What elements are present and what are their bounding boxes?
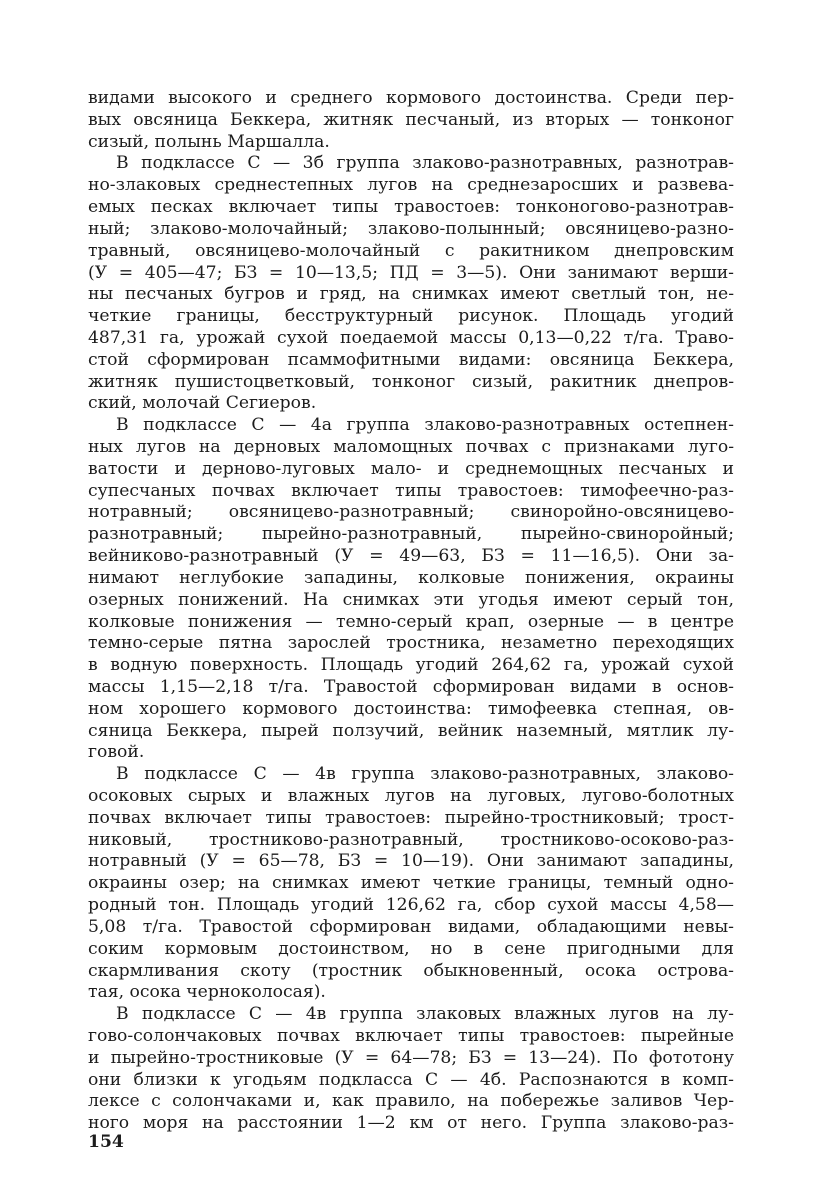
body-text (88, 88, 734, 1135)
text-line: в водную поверхность. Площадь угодий 264,62 га, урожай сухой (88, 655, 734, 676)
text-line: соким кормовым достоинством, но в сене пригодными для (88, 938, 734, 959)
text-line: житняк пушистоцветковый, тонконог сизый, ракитник днепров- (88, 371, 734, 392)
text-line: ных лугов на дерновых маломощных почвах с признаками луго- (88, 437, 734, 457)
text-line: супесчаных почвах включает типы травостоев: тимофеечно-раз- (88, 480, 734, 501)
text-line: (У = 405—47; БЗ = 10—13,5; ПД = 3—5). Они занимают верши- (88, 262, 734, 283)
paragraph (88, 153, 734, 415)
text-line: ватости и дерново-луговых мало- и среднемощных песчаных и (88, 458, 734, 479)
text-line: В подклассе С — 4в группа злаково-разнотравных, злаково- (116, 764, 734, 785)
text-line: тая, осока черноколосая). (88, 982, 326, 1003)
text-line: массы 1,15—2,18 т/га. Травостой сформирован видами в основ- (88, 676, 734, 697)
text-line: вых овсяница Беккера, житняк песчаный, из вторых — тонконог (88, 109, 734, 130)
text-line: никовый, тростниково-разнотравный, тростниково-осоково-раз- (88, 829, 734, 850)
text-line: 5,08 т/га. Травостой сформирован видами, обладающими невы- (88, 916, 734, 937)
text-line: ном хорошего кормового достоинства: тимофеевка степная, ов- (88, 698, 734, 719)
text-line: видами высокого и среднего кормового достоинства. Среди пер- (88, 88, 734, 108)
text-line: окраины озер; на снимках имеют четкие границы, темный одно- (88, 873, 734, 894)
text-line: ного моря на расстоянии 1—2 км от него. Группа злаково-раз- (88, 1113, 734, 1134)
text-line: ный; злаково-молочайный; злаково-полынный; овсяницево-разно- (88, 218, 734, 239)
text-line: стой сформирован псаммофитными видами: овсяница Беккера, (88, 349, 734, 370)
text-line: 487,31 га, урожай сухой поедаемой массы 0,13—0,22 т/га. Траво- (88, 327, 734, 348)
text-line: В подклассе С — 4а группа злаково-разнотравных остепнен- (116, 415, 734, 436)
text-line: сизый, полынь Маршалла. (88, 131, 330, 152)
text-line: темно-серые пятна зарослей тростника, незаметно переходящих (88, 633, 734, 654)
paragraph (88, 764, 734, 1004)
text-line: В подклассе С — 3б группа злаково-разнотравных, разнотрав- (116, 153, 734, 174)
text-line: лексе с солончаками и, как правило, на побережье заливов Чер- (88, 1091, 734, 1112)
text-line: колковые понижения — темно-серый крап, озерные — в центре (88, 611, 734, 632)
text-line: и пырейно-тростниковые (У = 64—78; БЗ = 13—24). По фототону (88, 1047, 734, 1068)
page-number: 154 (88, 1132, 124, 1152)
text-line: родный тон. Площадь угодий 126,62 га, сбор сухой массы 4,58— (88, 895, 734, 916)
text-line: нотравный (У = 65—78, БЗ = 10—19). Они занимают западины, (88, 851, 734, 872)
text-line: емых песках включает типы травостоев: тонконогово-разнотрав- (88, 197, 734, 218)
text-line: разнотравный; пырейно-разнотравный, пырейно-свиноройный; (88, 524, 734, 545)
text-line: они близки к угодьям подкласса С — 4б. Распознаются в комп- (88, 1069, 734, 1090)
text-line: вейниково-разнотравный (У = 49—63, БЗ = 11—16,5). Они за- (88, 546, 734, 567)
text-line: говой. (88, 742, 145, 763)
text-line: травный, овсяницево-молочайный с ракитником днепровским (88, 240, 734, 261)
text-line: В подклассе С — 4в группа злаковых влажных лугов на лу- (116, 1004, 734, 1025)
text-line: озерных понижений. На снимках эти угодья имеют серый тон, (88, 589, 734, 610)
paragraph (88, 1004, 734, 1135)
text-line: нимают неглубокие западины, колковые понижения, окраины (88, 567, 734, 588)
text-line: нотравный; овсяницево-разнотравный; свиноройно-овсяницево- (88, 502, 734, 523)
paragraph (88, 88, 734, 153)
text-line: ны песчаных бугров и гряд, на снимках имеют светлый тон, не- (88, 284, 734, 305)
paragraph (88, 415, 734, 764)
text-line: осоковых сырых и влажных лугов на луговых, лугово-болотных (88, 786, 734, 806)
text-line: ский, молочай Сегиеров. (88, 393, 317, 414)
text-line: сяница Беккера, пырей ползучий, вейник наземный, мятлик лу- (88, 720, 734, 741)
text-line: гово-солончаковых почвах включает типы травостоев: пырейные (88, 1025, 734, 1046)
text-line: почвах включает типы травостоев: пырейно-тростниковый; трост- (88, 807, 734, 828)
text-line: скармливания скоту (тростник обыкновенный, осока острова- (88, 960, 734, 981)
text-line: четкие границы, бесструктурный рисунок. Площадь угодий (88, 306, 734, 327)
text-line: но-злаковых среднестепных лугов на среднезаросших и развева- (88, 175, 734, 196)
